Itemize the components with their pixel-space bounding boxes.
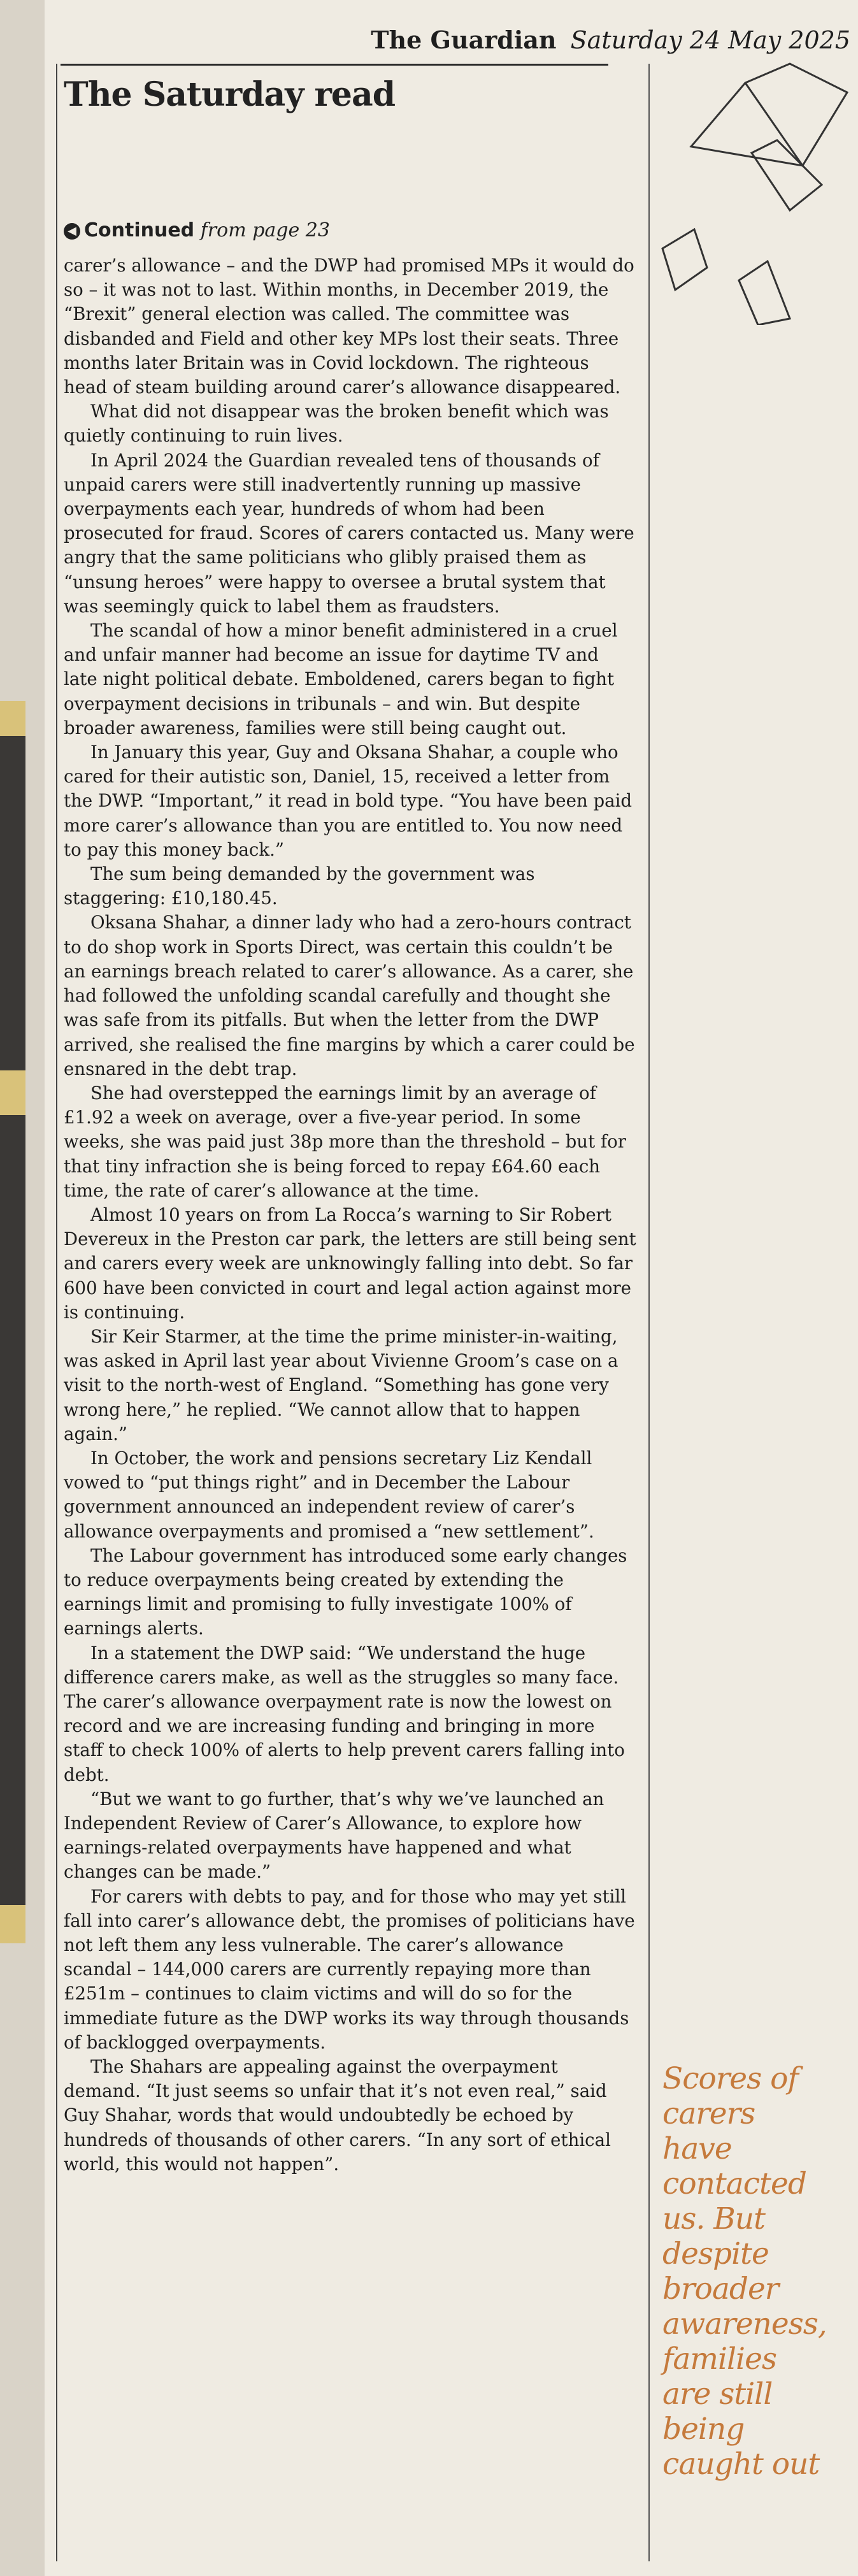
column-rule-left: [56, 64, 57, 2561]
paragraph: What did not disappear was the broken benefit which was quietly continuing to ruin lives.: [64, 401, 609, 447]
paragraph: The Shahars are appealing against the overpayment demand. “It just seems so unfair that it’s not even real,” said Guy Shahar, words that would undoubtedly be echoed by hundreds of thousands of other carers. “In any sort of ethical world, this would not happen”.: [64, 2056, 611, 2175]
adjacent-page-edge: [0, 701, 25, 1943]
paragraph: In January this year, Guy and Oksana Shahar, a couple who cared for their autistic son, Daniel, 15, received a letter from the DWP. “Important,” it read in bold type. “You have been paid more carer’s allowance than you are entitled to. You now need to pay this money back.”: [64, 742, 633, 860]
continued-label: Continued: [84, 219, 195, 241]
paragraph: Sir Keir Starmer, at the time the prime minister-in-waiting, was asked in April last year about Vivienne Groom’s case on a visit to the north-west of England. “Something has gone very wrong here,” he replied. “We cannot allow that to happen again.”: [64, 1325, 618, 1444]
pull-quote: Scores of carers have contacted us. But despite broader awareness, families are still being caught out: [662, 2061, 827, 2482]
column-rule-right: [648, 64, 650, 2561]
continued-from-page: from page 23: [200, 219, 330, 241]
section-title: The Saturday read: [64, 75, 396, 114]
paragraph: In April 2024 the Guardian revealed tens of thousands of unpaid carers were still inadvertently running up massive overpayments each year, hundreds of whom had been prosecuted for fraud. Scores of carers contacted us. Many were angry that the same politicians who glibly praised them as “unsung heroes” were happy to oversee a brutal system that was seemingly quick to label them as fraudsters.: [64, 449, 634, 617]
paragraph: carer’s allowance – and the DWP had promised MPs it would do so – it was not to last. Within months, in December 2019, the “Brexit” general election was called. The committee was disbanded and Field and other key MPs lost their seats. Three months later Britain was in Covid lockdown. The righteous head of steam building around carer’s allowance disappeared.: [64, 255, 634, 398]
flying-papers-illustration: [656, 38, 854, 325]
continued-arrow-icon: ◀: [64, 223, 80, 240]
paragraph: For carers with debts to pay, and for those who may yet still fall into carer’s allowance debt, the promises of politicians have not left them any less vulnerable. The carer’s allowance scandal – 144,000 carers are currently repaying more than £251m – continues to claim victims and will do so for the immediate future as the DWP works its way through thousands of backlogged overpayments.: [64, 1885, 635, 2053]
paragraph: “But we want to go further, that’s why we’ve launched an Independent Review of Carer’s Allowance, to explore how earnings-related overpayments have happened and what changes can be made.”: [64, 1788, 604, 1883]
paragraph: Almost 10 years on from La Rocca’s warning to Sir Robert Devereux in the Preston car park, the letters are still being sent and carers every week are unknowingly falling into debt. So far 600 have been convicted in court and legal action against more is continuing.: [64, 1204, 636, 1323]
paragraph: Oksana Shahar, a dinner lady who had a zero-hours contract to do shop work in Sports Direct, was certain this couldn’t be an earnings breach related to carer’s allowance. As a carer, she had followed the unfolding scandal carefully and thought she was safe from its pitfalls. But when the letter from the DWP arrived, she realised the fine margins by which a carer could be ensnared in the debt trap.: [64, 912, 635, 1079]
paragraph: In October, the work and pensions secretary Liz Kendall vowed to “put things right” and in December the Labour government announced an independent review of carer’s allowance overpayments and promised a “new settlement”.: [64, 1447, 594, 1542]
paragraph: The sum being demanded by the government was staggering: £10,180.45.: [64, 863, 535, 909]
newspaper-name: The Guardian: [371, 25, 557, 54]
paragraph: In a statement the DWP said: “We understand the huge difference carers make, as well as the struggles so many face. The carer’s allowance overpayment rate is now the lowest on record and we are increasing funding and bringing in more staff to check 100% of alerts to help prevent carers falling into debt.: [64, 1642, 625, 1785]
paragraph: The scandal of how a minor benefit administered in a cruel and unfair manner had become an issue for daytime TV and late night political debate. Emboldened, carers began to fight overpayment decisions in tribunals – and win. But despite broader awareness, families were still being caught out.: [64, 620, 618, 738]
header-rule: [61, 64, 608, 66]
paragraph: She had overstepped the earnings limit by an average of £1.92 a week on average, over a five-year period. In some weeks, she was paid just 38p more than the threshold – but for that tiny infraction she is being forced to repay £64.60 each time, the rate of carer’s allowance at the time.: [64, 1082, 626, 1201]
issue-date: Saturday 24 May 2025: [570, 26, 850, 54]
continued-marker: [64, 219, 330, 241]
article-body: [64, 254, 637, 2177]
paragraph: The Labour government has introduced some early changes to reduce overpayments being created by extending the earnings limit and promising to fully investigate 100% of earnings alerts.: [64, 1544, 627, 1639]
masthead: [371, 25, 850, 64]
